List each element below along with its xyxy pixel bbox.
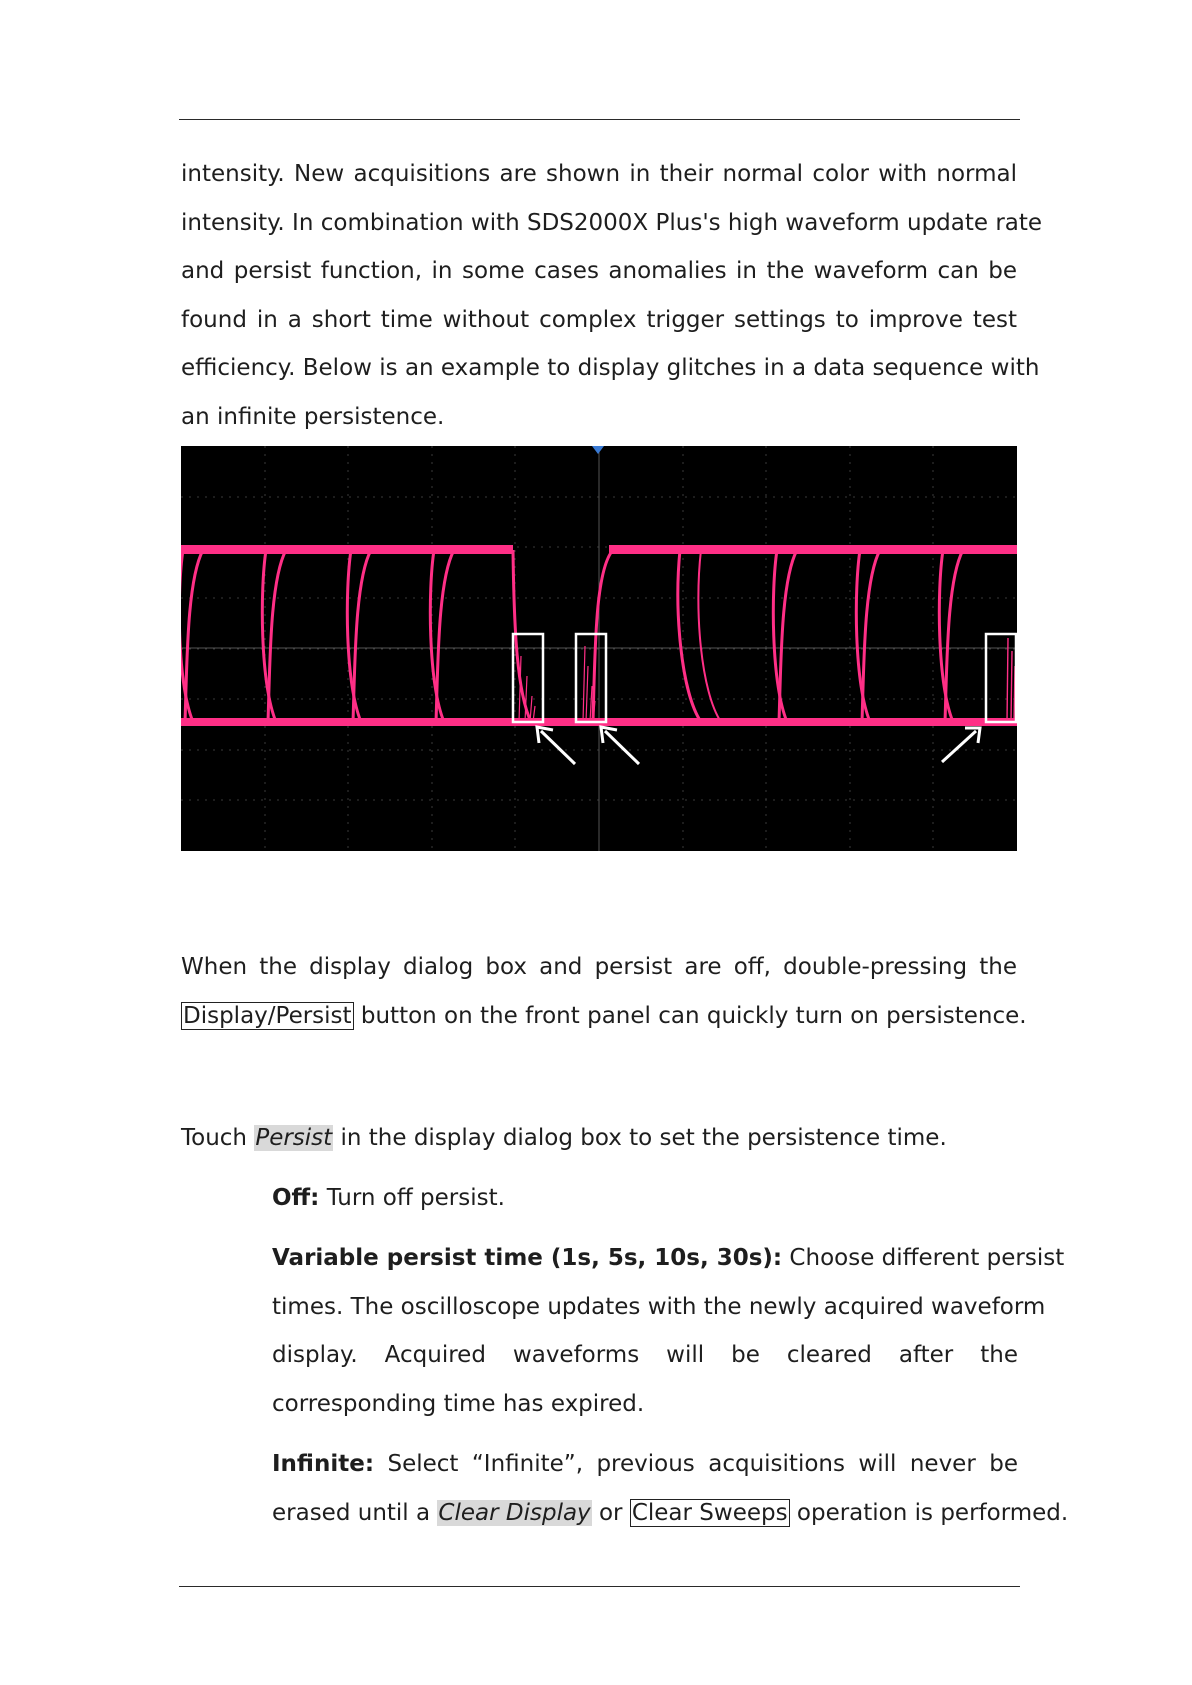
option-variable-line: times. The oscilloscope updates with the newly acquired waveform — [272, 1293, 1046, 1320]
intro-line: an infinite persistence. — [181, 403, 445, 430]
touch-suffix: in the display dialog box to set the persistence time. — [333, 1125, 947, 1151]
trace-edge — [678, 550, 701, 722]
trace-edge — [185, 550, 203, 722]
trace-edge — [353, 550, 371, 722]
infinite-suffix: operation is performed. — [789, 1499, 1069, 1526]
scope-grid — [181, 446, 1017, 851]
option-off-line — [272, 1174, 1018, 1223]
glitch-spike — [586, 666, 588, 722]
touch-persist-paragraph — [181, 1114, 1017, 1163]
touch-prefix: Touch — [181, 1125, 255, 1151]
touch-persist-line — [181, 1114, 1017, 1163]
option-infinite — [272, 1440, 1069, 1537]
option-variable-line — [272, 1234, 1065, 1283]
glitch-highlight-3 — [942, 634, 1016, 762]
trace-edge — [268, 550, 286, 722]
quick-persist-text: button on the front panel can quickly turn on persistence. — [353, 1002, 1027, 1029]
glitch-spike — [583, 646, 585, 722]
quick-persist-line — [181, 992, 1027, 1041]
waveform-display — [181, 446, 1017, 851]
option-variable-term: Variable persist time (1s, 5s, 10s, 30s): — [272, 1245, 783, 1271]
option-variable-line: corresponding time has expired. — [272, 1390, 645, 1417]
quick-persist-line: When the display dialog box and persist are off, double-pressing the — [181, 954, 1017, 980]
option-off-term: Off: — [272, 1185, 320, 1211]
option-infinite-line — [272, 1440, 1018, 1489]
persist-menu-label: Persist — [255, 1125, 333, 1151]
option-off-text: Turn off persist. — [319, 1185, 505, 1211]
header-rule — [179, 119, 1020, 120]
intro-paragraph — [181, 150, 1043, 441]
infinite-or: or — [591, 1499, 630, 1526]
option-variable-line: display. Acquired waveforms will be cleared after the — [272, 1342, 1018, 1368]
option-infinite-text: Select “Infinite”, previous acquisitions will never be — [374, 1451, 1018, 1477]
display-persist-button-label: Display/Persist — [183, 1002, 352, 1029]
infinite-prefix: erased until a — [272, 1499, 438, 1526]
intro-line: intensity. In combination with SDS2000X Plus's high waveform update rate — [181, 209, 1043, 236]
trace-edge — [945, 550, 963, 722]
clear-display-label: Clear Display — [438, 1499, 591, 1526]
intro-line: and persist function, in some cases anomalies in the waveform can be — [181, 258, 1017, 284]
option-variable-text: Choose different persist — [782, 1245, 1065, 1271]
intro-line: intensity. New acquisitions are shown in their normal color with normal — [181, 161, 1017, 187]
trace-edge — [862, 550, 880, 722]
trace-edge — [513, 550, 531, 722]
option-infinite-term: Infinite: — [272, 1451, 375, 1477]
footer-rule — [179, 1586, 1020, 1587]
trace-edge — [593, 550, 613, 722]
trace-high-band — [609, 545, 1017, 554]
intro-line: efficiency. Below is an example to display glitches in a data sequence with — [181, 355, 1040, 381]
option-off — [272, 1174, 1018, 1223]
option-infinite-line — [272, 1489, 1069, 1538]
intro-line: found in a short time without complex trigger settings to improve test — [181, 306, 1017, 333]
glitch-spike — [1007, 638, 1008, 722]
trace-edge — [779, 550, 797, 722]
trace-high-band — [181, 545, 513, 554]
trace-edge — [436, 550, 454, 722]
clear-sweeps-button-label: Clear Sweeps — [631, 1499, 788, 1526]
trigger-position-marker — [592, 446, 604, 454]
oscilloscope-persistence-figure — [181, 446, 1017, 851]
quick-persist-paragraph — [181, 943, 1027, 1040]
trace-edge — [698, 550, 721, 722]
option-variable — [272, 1234, 1065, 1428]
glitch-spike — [1011, 651, 1012, 722]
